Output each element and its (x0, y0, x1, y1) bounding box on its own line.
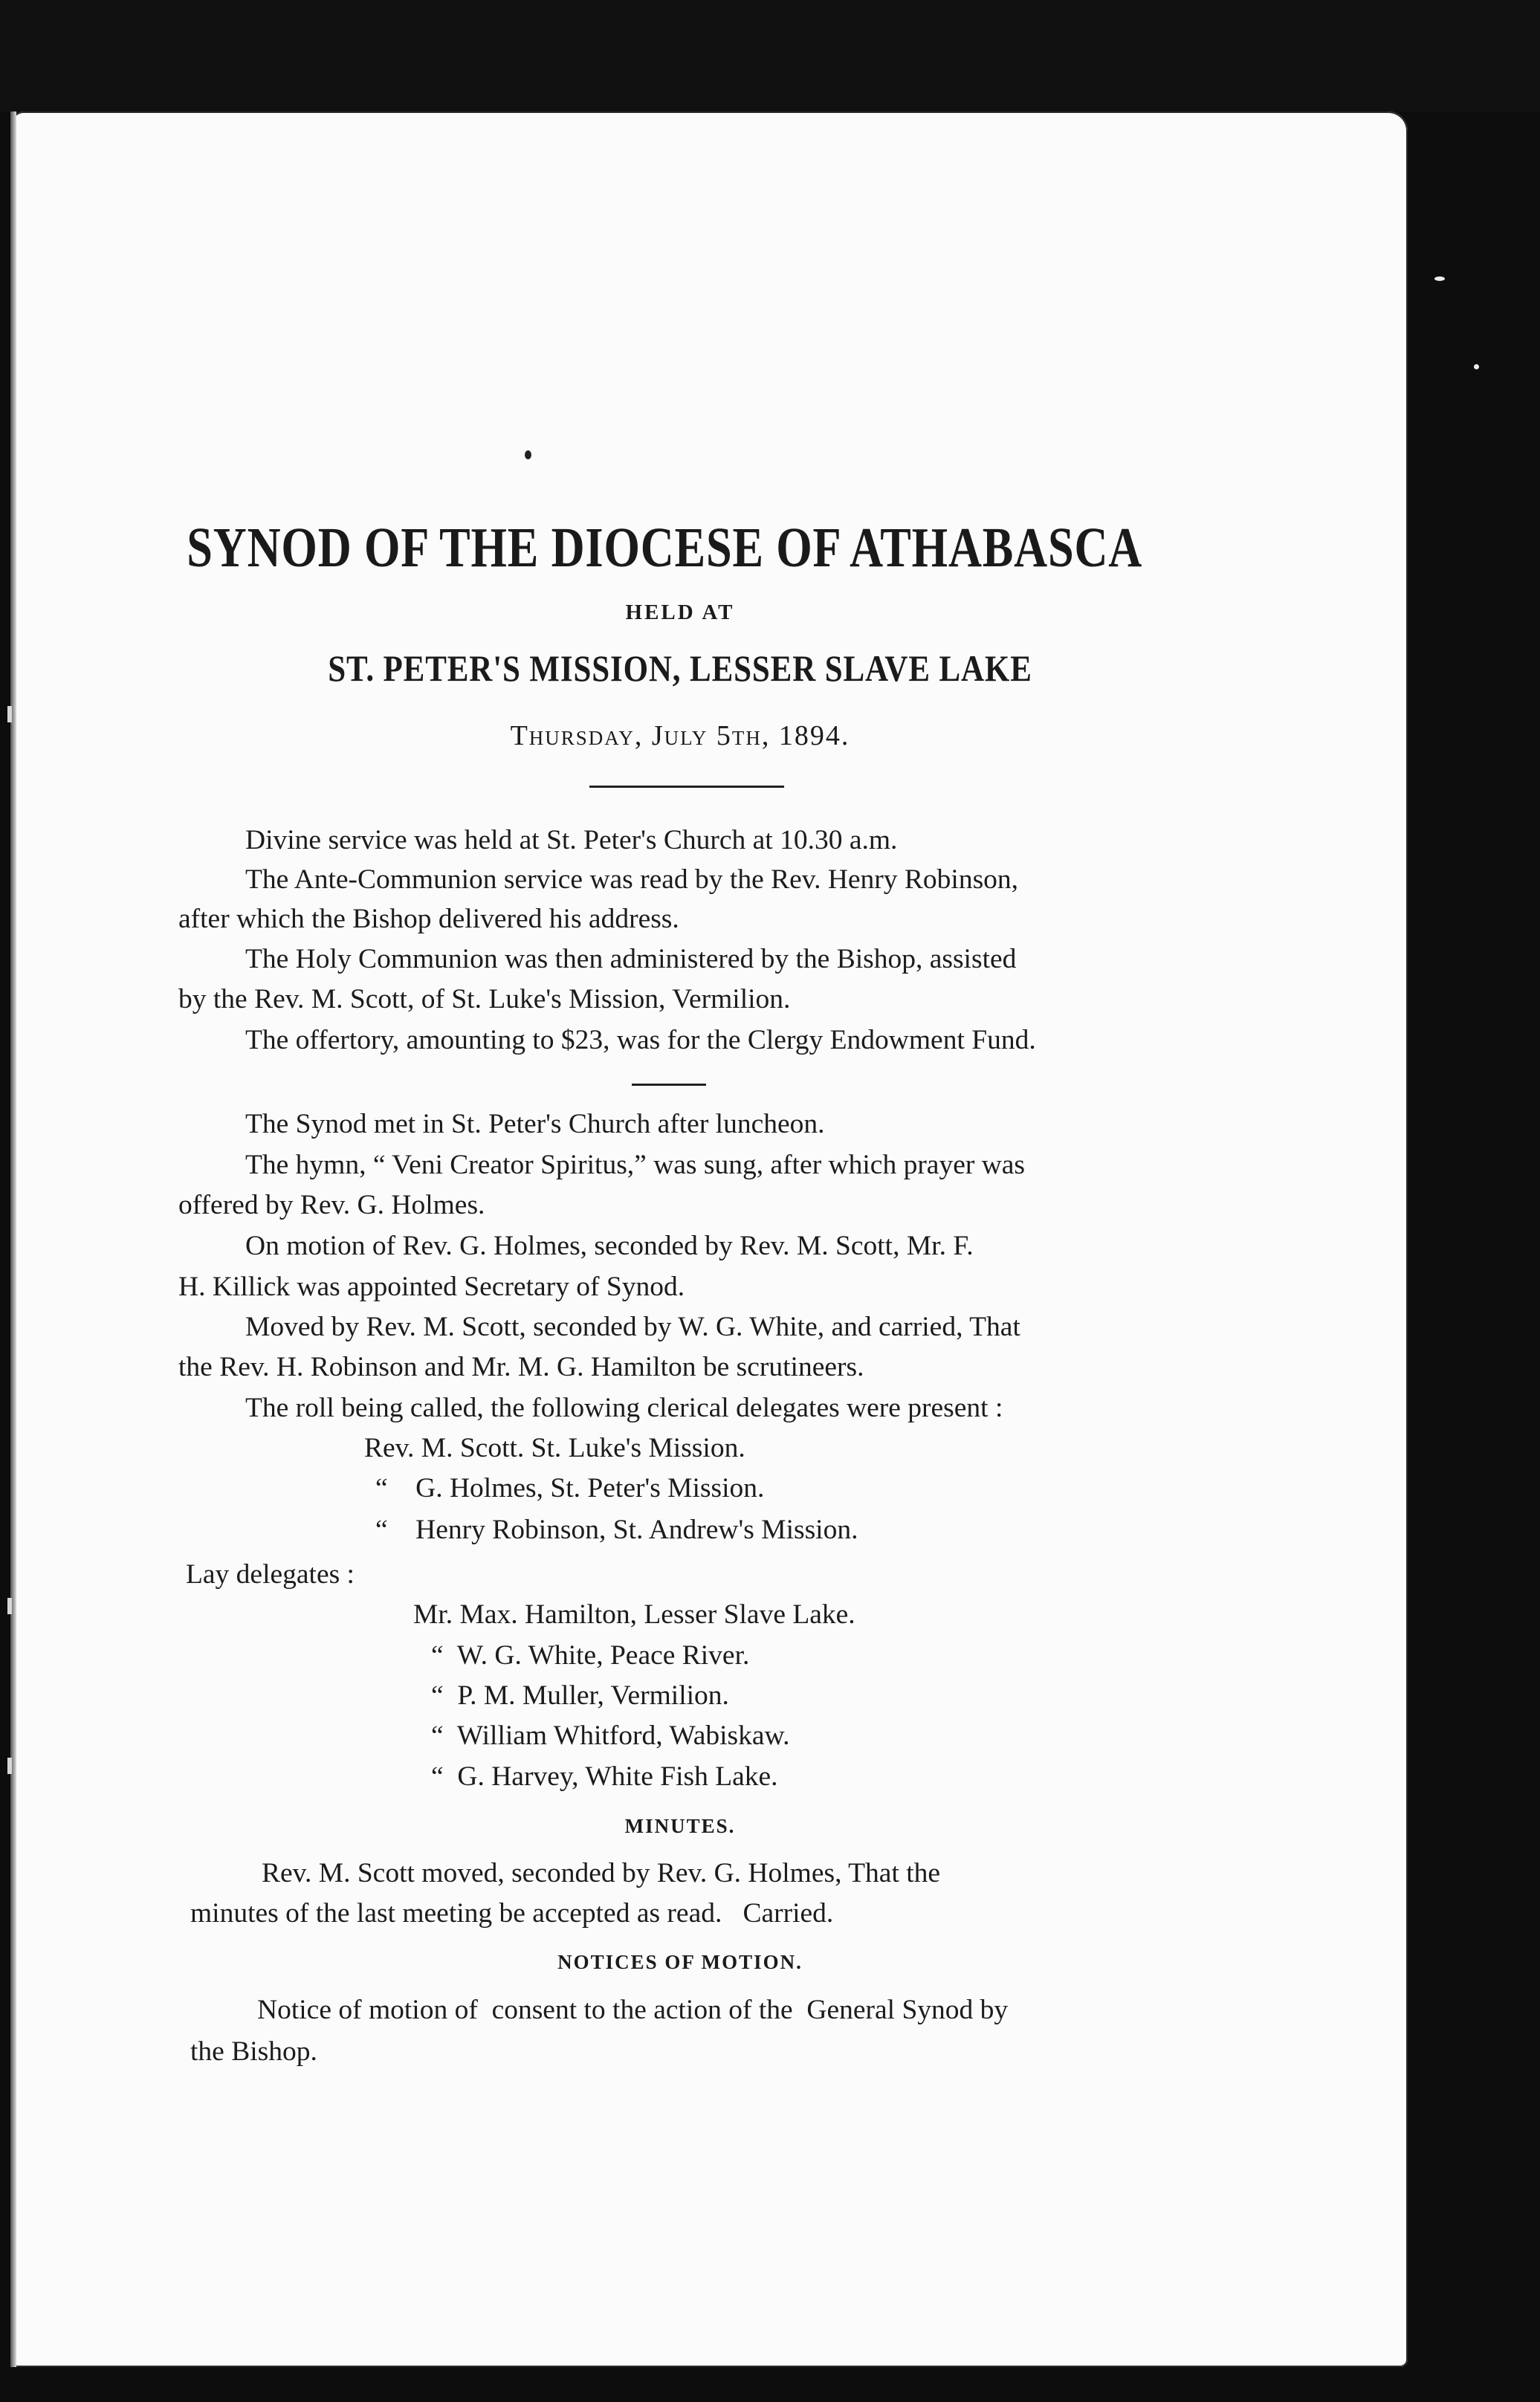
held-at-label: HELD AT (625, 600, 735, 624)
lay-delegates-label: Lay delegates : (186, 1559, 355, 1590)
paragraph-line: Divine service was held at St. Peter's Church at 10.30 a.m. (245, 825, 898, 855)
lay-delegate: “ G. Harvey, White Fish Lake. (431, 1761, 778, 1792)
paragraph-line: offered by Rev. G. Holmes. (178, 1190, 485, 1220)
paragraph-line: The Holy Communion was then administered by the Bishop, assisted (245, 944, 1017, 974)
lay-delegate: “ W. G. White, Peace River. (431, 1640, 750, 1671)
paragraph-line: by the Rev. M. Scott, of St. Luke's Mission, Vermilion. (178, 984, 791, 1014)
place-heading: ST. PETER'S MISSION, LESSER SLAVE LAKE (328, 647, 1032, 689)
print-dot (525, 450, 531, 459)
notices-heading: NOTICES OF MOTION. (557, 1951, 803, 1973)
document-title: SYNOD OF THE DIOCESE OF ATHABASCA (187, 517, 1143, 579)
notices-line: Notice of motion of consent to the action of the General Synod by (257, 1995, 1009, 2025)
paragraph-line: The offertory, amounting to $23, was for the Clergy Endowment Fund. (245, 1025, 1036, 1055)
lay-delegate: Mr. Max. Hamilton, Lesser Slave Lake. (413, 1599, 855, 1630)
paragraph-line: H. Killick was appointed Secretary of Synod. (178, 1272, 685, 1302)
paragraph-line: Moved by Rev. M. Scott, seconded by W. G. White, and carried, That (245, 1312, 1020, 1342)
page-edge (10, 111, 16, 2367)
scan-tick (7, 706, 12, 722)
scan-speck (1474, 364, 1479, 369)
notices-line: the Bishop. (190, 2036, 317, 2067)
date-line: Thursday, July 5th, 1894. (510, 720, 850, 751)
paragraph-line: The Synod met in St. Peter's Church after luncheon. (245, 1109, 825, 1139)
scan-tick (7, 1598, 12, 1614)
paragraph-line: On motion of Rev. G. Holmes, seconded by Rev. M. Scott, Mr. F. (245, 1231, 974, 1261)
lay-delegate: “ P. M. Muller, Vermilion. (431, 1680, 729, 1711)
divider-rule (632, 1084, 706, 1086)
scan-speck (1434, 276, 1445, 281)
minutes-line: Rev. M. Scott moved, seconded by Rev. G. Holmes, That the (262, 1858, 941, 1888)
minutes-heading: MINUTES. (624, 1815, 736, 1837)
divider-rule (589, 786, 784, 788)
clerical-delegate: “ Henry Robinson, St. Andrew's Mission. (375, 1515, 858, 1545)
paragraph-line: The roll being called, the following clerical delegates were present : (245, 1393, 1003, 1423)
paragraph-line: the Rev. H. Robinson and Mr. M. G. Hamilton be scrutineers. (178, 1352, 864, 1382)
clerical-delegate: “ G. Holmes, St. Peter's Mission. (375, 1473, 765, 1503)
scan-background (0, 0, 1540, 111)
minutes-line: minutes of the last meeting be accepted as read. Carried. (190, 1898, 834, 1929)
scan-tick (7, 1758, 12, 1774)
paragraph-line: after which the Bishop delivered his address. (178, 904, 679, 934)
paragraph-line: The Ante-Communion service was read by the Rev. Henry Robinson, (245, 864, 1019, 895)
paragraph-line: The hymn, “ Veni Creator Spiritus,” was sung, after which prayer was (245, 1150, 1026, 1180)
lay-delegate: “ William Whitford, Wabiskaw. (431, 1720, 790, 1751)
clerical-delegate: Rev. M. Scott. St. Luke's Mission. (364, 1433, 745, 1463)
